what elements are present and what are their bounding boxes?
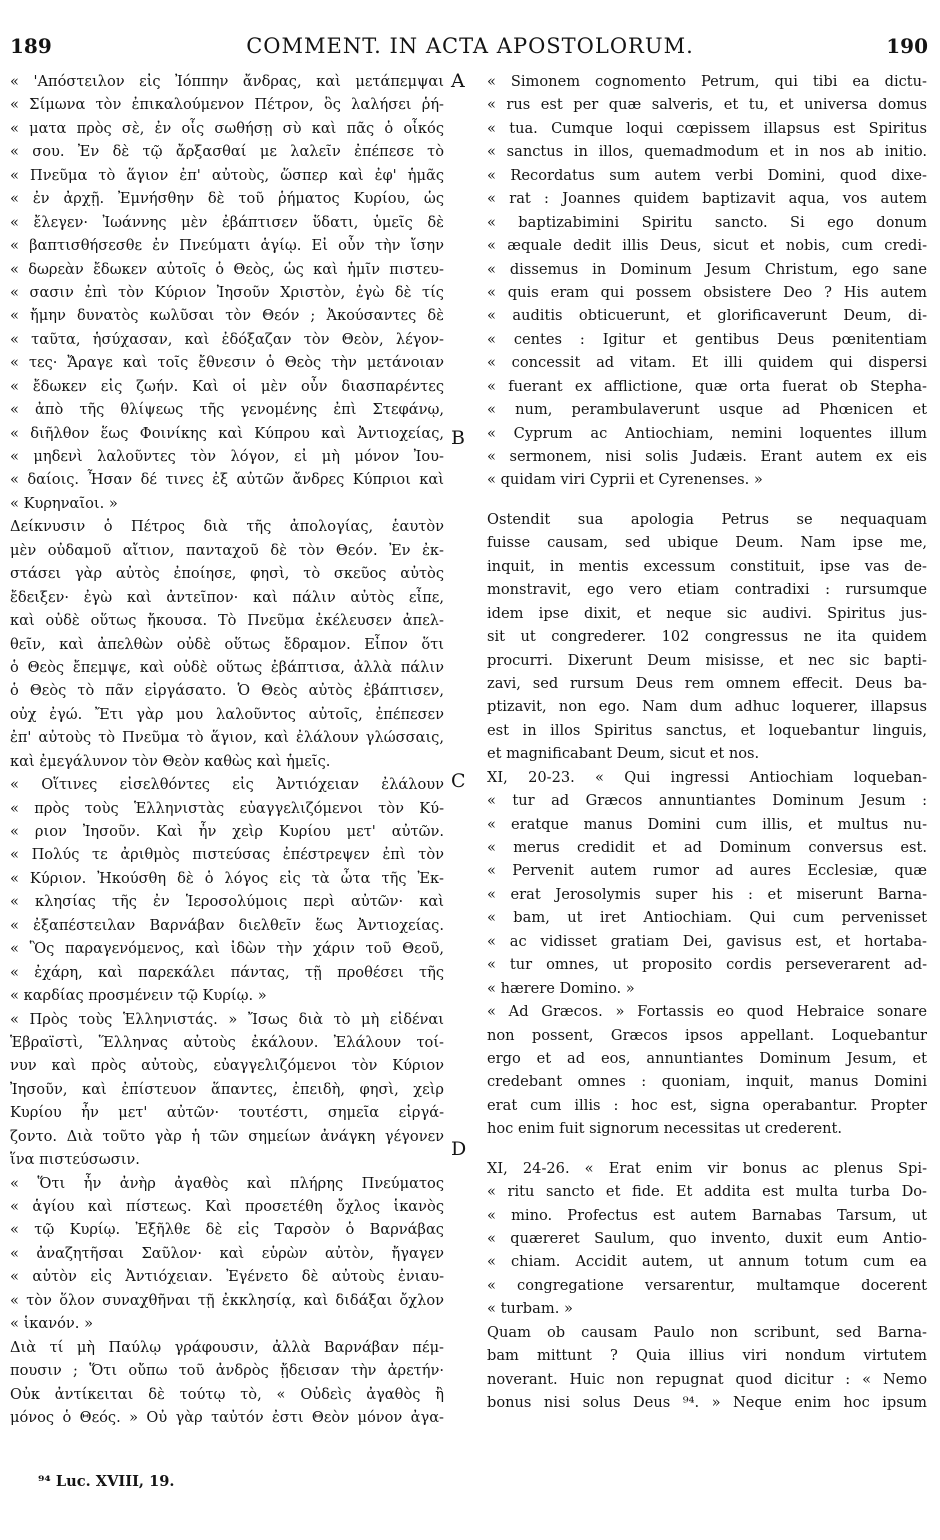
text-line: Ἑβραϊστὶ, Ἕλληνας αὐτοὺς ἐκάλουν. Ἐλάλουν τοί- (10, 1033, 444, 1051)
text-line: « congregatione versarentur, multamque docerent (487, 1276, 927, 1294)
text-line: « ἤμην δυνατὸς κωλῦσαι τὸν Θεόν ; Ἀκούσαντες δὲ (10, 307, 444, 325)
text-line: « quis eram qui possem obsistere Deo ? His autem (487, 283, 927, 301)
text-line: ὁ Θεὸς τὸ πᾶν εἰργάσατο. Ὁ Θεὸς αὐτὸς ἐβάπτισεν, (10, 682, 444, 700)
text-line: « Pervenit autem rumor ad aures Ecclesiæ, quæ (487, 862, 927, 880)
text-line: Ostendit sua apologia Petrus se nequaquam (487, 510, 927, 528)
text-line: « rat : Joannes quidem baptizavit aqua, vos autem (487, 190, 927, 208)
greek-text-column (10, 70, 444, 1429)
text-line: « ἱκανόν. » (10, 1315, 94, 1333)
text-line: fuisse causam, sed ubique Deum. Nam ipse me, (487, 534, 927, 552)
text-line: « auditis obticuerunt, et glorificaverunt Deum, di- (487, 307, 927, 325)
text-line: « dissemus in Dominum Jesum Christum, ego sane (487, 260, 927, 278)
text-line: « Οἵτινες εἰσελθόντες εἰς Ἀντιόχειαν ἐλάλουν (10, 776, 444, 794)
margin-mark-b: B (451, 427, 465, 449)
text-line: Κυρίου ἦν μετ' αὐτῶν· τουτέστι, σημεῖα εἰργά- (10, 1104, 444, 1122)
text-line: Οὐκ ἀντίκειται δὲ τούτῳ τὸ, « Οὐδεὶς ἀγαθὸς ἢ (10, 1385, 444, 1403)
text-line: « ἐν ἀρχῇ. Ἐμνήσθην δὲ τοῦ ῥήματος Κυρίου, ὡς (10, 190, 444, 208)
text-line: ἔδειξεν· ἐγὼ καὶ ἀντεῖπον· καὶ πάλιν αὐτὸς εἶπε, (10, 588, 444, 606)
text-line: « Ὅτι ἦν ἀνὴρ ἀγαθὸς καὶ πλήρης Πνεύματος (10, 1174, 444, 1192)
paragraph-gap (487, 1141, 927, 1157)
text-line: « tua. Cumque loqui cœpissem illapsus est Spiritus (487, 119, 927, 137)
text-line: θεῖν, καὶ ἀπελθὼν οὐδὲ οὕτως ἔδραμον. Εἶπον ὅτι (10, 635, 444, 653)
text-line: « ac vidisset gratiam Dei, gavisus est, et hortaba- (487, 932, 927, 950)
text-line: ptizavit, non ego. Nam dum adhuc loquerer, illapsus (487, 698, 927, 716)
text-line: στάσει γὰρ αὐτὸς ἐποίησε, φησὶ, τὸ σκεῦος αὐτὸς (10, 565, 444, 583)
text-line: « chiam. Accidit autem, ut annum totum cum ea (487, 1253, 927, 1271)
text-line: « πρὸς τοὺς Ἑλληνιστὰς εὐαγγελιζόμενοι τὸν Κύ- (10, 799, 444, 817)
text-line: Quam ob causam Paulo non scribunt, sed Barna- (487, 1323, 927, 1341)
text-line: sit ut congrederer. 102 congressus ne ita quidem (487, 628, 927, 646)
text-line: « fuerant ex afflictione, quæ orta fuerat ob Stepha- (487, 377, 927, 395)
text-line: « sanctus in illos, quemadmodum et in nos ab initio. (487, 143, 927, 161)
text-line: « σου. Ἐν δὲ τῷ ἄρξασθαί με λαλεῖν ἐπέπεσε τὸ (10, 143, 444, 161)
text-line: credebant omnes : quoniam, inquit, manus Domini (487, 1073, 927, 1091)
text-line: « centes : Igitur et gentibus Deus pœnitentiam (487, 330, 927, 348)
text-line: « Σίμωνα τὸν ἐπικαλούμενον Πέτρον, ὃς λαλήσει ῥή- (10, 96, 444, 114)
text-line: μὲν οὐδαμοῦ αἴτιον, πανταχοῦ δὲ τὸν Θεόν. Ἐν ἐκ- (10, 541, 444, 559)
text-line: « ματα πρὸς σὲ, ἐν οἷς σωθήσῃ σὺ καὶ πᾶς ὁ οἶκός (10, 119, 444, 137)
text-line: « ἔλεγεν· Ἰωάννης μὲν ἐβάπτισεν ὕδατι, ὑμεῖς δὲ (10, 213, 444, 231)
text-line: « διῆλθον ἕως Φοινίκης καὶ Κύπρου καὶ Ἀντιοχείας, (10, 424, 444, 442)
text-line: « βαπτισθήσεσθε ἐν Πνεύματι ἁγίῳ. Εἰ οὖν τὴν ἴσην (10, 237, 444, 255)
text-line: καὶ οὐδὲ οὕτως ἤκουσα. Τὸ Πνεῦμα ἐκέλευσεν ἀπελ- (10, 612, 444, 630)
text-line: « baptizabimini Spiritu sancto. Si ego donum (487, 213, 927, 231)
text-line: ἵνα πιστεύσωσιν. (10, 1151, 140, 1169)
text-line: procurri. Dixerunt Deum misisse, et nec sic bapti- (487, 651, 927, 669)
text-line: XI, 24-26. « Erat enim vir bonus ac plenus Spi- (487, 1159, 927, 1177)
text-line: « eratque manus Domini cum illis, et multus nu- (487, 815, 927, 833)
text-line: « Κυρηναῖοι. » (10, 494, 118, 512)
text-line: « αὐτὸν εἰς Ἀντιόχειαν. Ἐγένετο δὲ αὐτοὺς ἐνιαυ- (10, 1268, 444, 1286)
text-line: ὁ Θεὸς ἔπεμψε, καὶ οὐδὲ οὕτως ἐβάπτισα, ἀλλὰ πάλιν (10, 658, 444, 676)
page-header (0, 33, 940, 59)
text-line: « δαίοις. Ἦσαν δέ τινες ἐξ αὐτῶν ἄνδρες Κύπριοι καὶ (10, 471, 444, 489)
text-line: « tur omnes, ut proposito cordis perseverarent ad- (487, 956, 927, 974)
text-line: inquit, in mentis excessum constituit, ipse vas de- (487, 557, 927, 575)
text-line: καὶ ἐμεγάλυνον τὸν Θεὸν καθὼς καὶ ἡμεῖς. (10, 752, 331, 770)
text-line: bonus nisi solus Deus ⁹⁴. » Neque enim hoc ipsum (487, 1394, 927, 1412)
text-line: bam mittunt ? Quia illius viri nondum virtutem (487, 1347, 927, 1365)
page-number-right: 190 (886, 34, 928, 58)
text-line: « Ὃς παραγενόμενος, καὶ ἰδὼν τὴν χάριν τοῦ Θεοῦ, (10, 940, 444, 958)
margin-mark-a: A (451, 70, 465, 92)
text-line: « ἀναζητῆσαι Σαῦλον· καὶ εὑρὼν αὐτὸν, ἤγαγεν (10, 1244, 444, 1262)
text-line: « Recordatus sum autem verbi Domini, quod dixe- (487, 166, 927, 184)
text-line: zavi, sed rursum Deus rem omnem effecit. Deus ba- (487, 674, 927, 692)
text-line: est in illos Spiritus sanctus, et loquebantur linguis, (487, 721, 927, 739)
text-line: « κλησίας τῆς ἐν Ἱεροσολύμοις περὶ αὐτῶν· καὶ (10, 893, 444, 911)
text-line: non possent, Græcos ipsos appellant. Loquebantur (487, 1026, 927, 1044)
text-line: « rus est per quæ salveris, et tu, et universa domus (487, 96, 927, 114)
text-line: Ἰησοῦν, καὶ ἐπίστευον ἅπαντες, ἐπειδὴ, φησὶ, χεὶρ (10, 1080, 444, 1098)
text-line: « quidam viri Cyprii et Cyrenenses. » (487, 471, 763, 489)
text-line: « tur ad Græcos annuntiantes Dominum Jesum : (487, 792, 927, 810)
text-line: ergo et ad eos, annuntiantes Dominum Jesum, et (487, 1049, 927, 1067)
text-line: « Cyprum ac Antiochiam, nemini loquentes illum (487, 424, 927, 442)
text-line: « Πνεῦμα τὸ ἅγιον ἐπ' αὐτοὺς, ὥσπερ καὶ ἐφ' ἡμᾶς (10, 166, 444, 184)
text-line: Δείκνυσιν ὁ Πέτρος διὰ τῆς ἀπολογίας, ἑαυτὸν (10, 518, 444, 536)
page-number-left: 189 (10, 34, 52, 58)
text-line: οὐχ ἐγώ. Ἔτι γὰρ μου λαλοῦντος αὐτοῖς, ἐπέπεσεν (10, 705, 444, 723)
text-line: « ἔδωκεν εἰς ζωήν. Καὶ οἱ μὲν οὖν διασπαρέντες (10, 377, 444, 395)
text-line: ζοντο. Διὰ τοῦτο γὰρ ἡ τῶν σημείων ἀνάγκη γέγονεν (10, 1127, 444, 1145)
text-line: et magnificabant Deum, sicut et nos. (487, 745, 760, 763)
text-line: « turbam. » (487, 1300, 573, 1318)
paragraph-gap (487, 492, 927, 508)
text-line: « τὸν ὅλον συναχθῆναι τῇ ἐκκλησίᾳ, καὶ διδάξαι ὄχλον (10, 1291, 444, 1309)
text-line: « ταῦτα, ἡσύχασαν, καὶ ἐδόξαζαν τὸν Θεὸν, λέγον- (10, 330, 444, 348)
text-line: « concessit ad vitam. Et illi quidem qui dispersi (487, 354, 927, 372)
text-line: « ἀπὸ τῆς θλίψεως τῆς γενομένης ἐπὶ Στεφάνῳ, (10, 401, 444, 419)
text-line: « quæreret Saulum, quo invento, duxit eum Antio- (487, 1230, 927, 1247)
text-line: hoc enim fuit signorum necessitas ut crederent. (487, 1120, 843, 1138)
text-line: « Simonem cognomento Petrum, qui tibi ea dictu- (487, 73, 927, 90)
text-line: « μηδενὶ λαλοῦντες τὸν λόγον, εἰ μὴ μόνον Ἰου- (10, 448, 444, 465)
text-line: « καρδίας προσμένειν τῷ Κυρίῳ. » (10, 987, 267, 1005)
text-line: monstravit, ego vero etiam contradixi : rursumque (487, 581, 927, 599)
text-line: νυν καὶ πρὸς αὐτοὺς, εὐαγγελιζόμενοι τὸν Κύριον (10, 1057, 444, 1075)
text-line: « Πρὸς τοὺς Ἑλληνιστάς. » Ἴσως διὰ τὸ μὴ εἰδέναι (10, 1010, 444, 1028)
running-title: COMMENT. IN ACTA APOSTOLORUM. (246, 34, 694, 58)
text-line: « δωρεὰν ἔδωκεν αὐτοῖς ὁ Θεὸς, ὡς καὶ ἡμῖν πιστευ- (10, 260, 444, 278)
latin-text-column (487, 70, 927, 1415)
text-line: πουσιν ; Ὅτι οὔπω τοῦ ἀνδρὸς ᾔδεισαν τὴν ἀρετήν· (10, 1362, 444, 1380)
text-line: « bam, ut iret Antiochiam. Qui cum pervenisset (487, 909, 927, 927)
text-line: « ἐχάρη, καὶ παρεκάλει πάντας, τῇ προθέσει τῆς (10, 963, 444, 981)
text-line: « merus credidit et ad Dominum conversus est. (487, 839, 927, 856)
text-line: noverant. Huic non repugnat quod dicitur : « Nemo (487, 1370, 927, 1388)
text-line: « ἁγίου καὶ πίστεως. Καὶ προσετέθη ὄχλος ἱκανὸς (10, 1198, 444, 1215)
text-line: μόνος ὁ Θεός. » Οὐ γὰρ ταὐτόν ἐστι Θεὸν μόνον ἀγα- (10, 1408, 444, 1426)
text-line: erat cum illis : hoc est, signa operabantur. Propter (487, 1096, 927, 1114)
text-line: « æquale dedit illis Deus, sicut et nobis, cum credi- (487, 237, 927, 255)
text-line: « σασιν ἐπὶ τὸν Κύριον Ἰησοῦν Χριστὸν, ἐγὼ δὲ τίς (10, 283, 444, 301)
text-line: « ritu sancto et fide. Et addita est multa turba Do- (487, 1183, 927, 1201)
text-line: Διὰ τί μὴ Παύλῳ γράφουσιν, ἀλλὰ Βαρνάβαν πέμ- (10, 1338, 444, 1356)
text-line: « hærere Domino. » (487, 979, 635, 997)
text-line: « τες· Ἄραγε καὶ τοῖς ἔθνεσιν ὁ Θεὸς τὴν μετάνοιαν (10, 354, 444, 372)
text-line: « ριον Ἰησοῦν. Καὶ ἦν χεὶρ Κυρίου μετ' αὐτῶν. (10, 823, 444, 840)
text-line: « Ad Græcos. » Fortassis eo quod Hebraice sonare (487, 1003, 927, 1021)
text-line: « Κύριον. Ἠκούσθη δὲ ὁ λόγος εἰς τὰ ὦτα τῆς Ἐκ- (10, 869, 444, 887)
text-line: « Πολύς τε ἀριθμὸς πιστεύσας ἐπέστρεψεν ἐπὶ τὸν (10, 846, 444, 864)
footnote: ⁹⁴ Luc. XVIII, 19. (38, 1473, 175, 1490)
text-line: « ἐξαπέστειλαν Βαρνάβαν διελθεῖν ἕως Ἀντιοχείας. (10, 916, 444, 934)
text-line: idem ipse dixit, et neque sic audivi. Spiritus jus- (487, 604, 927, 622)
text-line: « sermonem, nisi solis Judæis. Erant autem ex eis (487, 448, 927, 465)
text-line: « erat Jerosolymis super his : et miserunt Barna- (487, 885, 927, 903)
text-line: « num, perambulaverunt usque ad Phœnicen et (487, 401, 927, 419)
margin-mark-c: C (451, 770, 466, 792)
text-line: ἐπ' αὐτοὺς τὸ Πνεῦμα τὸ ἅγιον, καὶ ἐλάλουν γλώσσαις, (10, 729, 444, 747)
margin-mark-d: D (451, 1138, 467, 1160)
text-line: « 'Απόστειλον εἰς Ἰόππην ἄνδρας, καὶ μετάπεμψαι (10, 73, 444, 90)
text-line: XI, 20-23. « Qui ingressi Antiochiam loqueban- (487, 768, 927, 786)
text-line: « mino. Profectus est autem Barnabas Tarsum, ut (487, 1206, 927, 1224)
text-line: « τῷ Κυρίῳ. Ἐξῆλθε δὲ εἰς Ταρσὸν ὁ Βαρνάβας (10, 1221, 444, 1239)
